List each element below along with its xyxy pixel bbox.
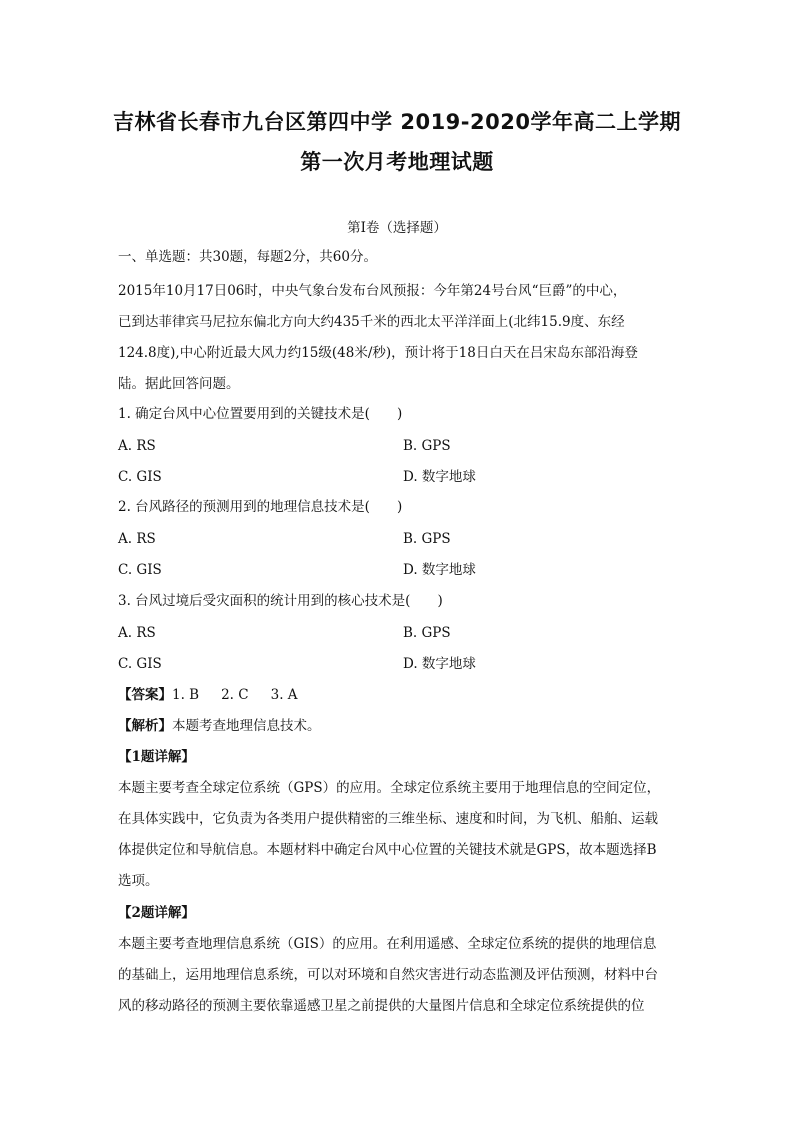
section-intro: 一、单选题：共30题，每题2分，共60分。 <box>118 249 377 265</box>
answer-label: 【答案】 <box>118 687 172 703</box>
analysis-line <box>118 717 321 735</box>
detail-1-line: 本题主要考查全球定位系统（GPS）的应用。全球定位系统主要用于地理信息的空间定位， <box>118 780 661 796</box>
detail-1-line: 选项。 <box>118 873 159 889</box>
question-3-option-a: A. RS <box>118 625 156 641</box>
question-1-option-c: C. GIS <box>118 469 162 485</box>
question-2-stem: 2. 台风路径的预测用到的地理信息技术是( ) <box>118 499 403 515</box>
section-heading: 第Ⅰ卷（选择题） <box>347 220 447 236</box>
detail-2-heading: 【2题详解】 <box>118 905 195 921</box>
material-line: 陆。据此回答问题。 <box>118 376 240 392</box>
question-2-option-d: D. 数字地球 <box>403 562 476 578</box>
material-line: 已到达菲律宾马尼拉东偏北方向大约435千米的西北太平洋洋面上(北纬15.9度、东经 <box>118 314 625 330</box>
detail-1-line: 体提供定位和导航信息。本题材料中确定台风中心位置的关键技术就是GPS，故本题选择B <box>118 842 657 858</box>
detail-2-line: 风的移动路径的预测主要依靠遥感卫星之前提供的大量图片信息和全球定位系统提供的位 <box>118 998 645 1014</box>
answer-item: 2. C <box>221 687 249 703</box>
detail-2-line: 本题主要考查地理信息系统（GIS）的应用。在利用遥感、全球定位系统的提供的地理信息 <box>118 936 657 952</box>
detail-1-heading: 【1题详解】 <box>118 749 195 765</box>
answer-item: 3. A <box>270 687 298 703</box>
question-1-option-d: D. 数字地球 <box>403 469 476 485</box>
answer-line <box>118 686 298 704</box>
question-1-option-b: B. GPS <box>403 438 451 454</box>
question-2-option-c: C. GIS <box>118 562 162 578</box>
material-line: 2015年10月17日06时，中央气象台发布台风预报：今年第24号台风“巨爵”的中心， <box>118 283 627 299</box>
question-3-option-d: D. 数字地球 <box>403 656 476 672</box>
exam-title-line-2: 第一次月考地理试题 <box>300 150 494 174</box>
question-1-stem: 1. 确定台风中心位置要用到的关键技术是( ) <box>118 406 403 422</box>
detail-1-line: 在具体实践中，它负责为各类用户提供精密的三维坐标、速度和时间，为飞机、船舶、运载 <box>118 811 658 827</box>
detail-2-line: 的基础上，运用地理信息系统，可以对环境和自然灾害进行动态监测及评估预测，材料中台 <box>118 967 658 983</box>
material-line: 124.8度),中心附近最大风力约15级(48米/秒)，预计将于18日白天在吕宋岛东部沿海登 <box>118 345 638 361</box>
question-3-stem: 3. 台风过境后受灾面积的统计用到的核心技术是( ) <box>118 593 443 609</box>
answer-item: 1. B <box>172 687 200 703</box>
question-2-option-b: B. GPS <box>403 531 451 547</box>
analysis-label: 【解析】 <box>118 718 172 734</box>
analysis-text: 本题考查地理信息技术。 <box>172 718 321 734</box>
question-3-option-b: B. GPS <box>403 625 451 641</box>
question-1-option-a: A. RS <box>118 438 156 454</box>
exam-title-line-1: 吉林省长春市九台区第四中学 2019-2020学年高二上学期 <box>113 110 681 134</box>
question-2-option-a: A. RS <box>118 531 156 547</box>
question-3-option-c: C. GIS <box>118 656 162 672</box>
